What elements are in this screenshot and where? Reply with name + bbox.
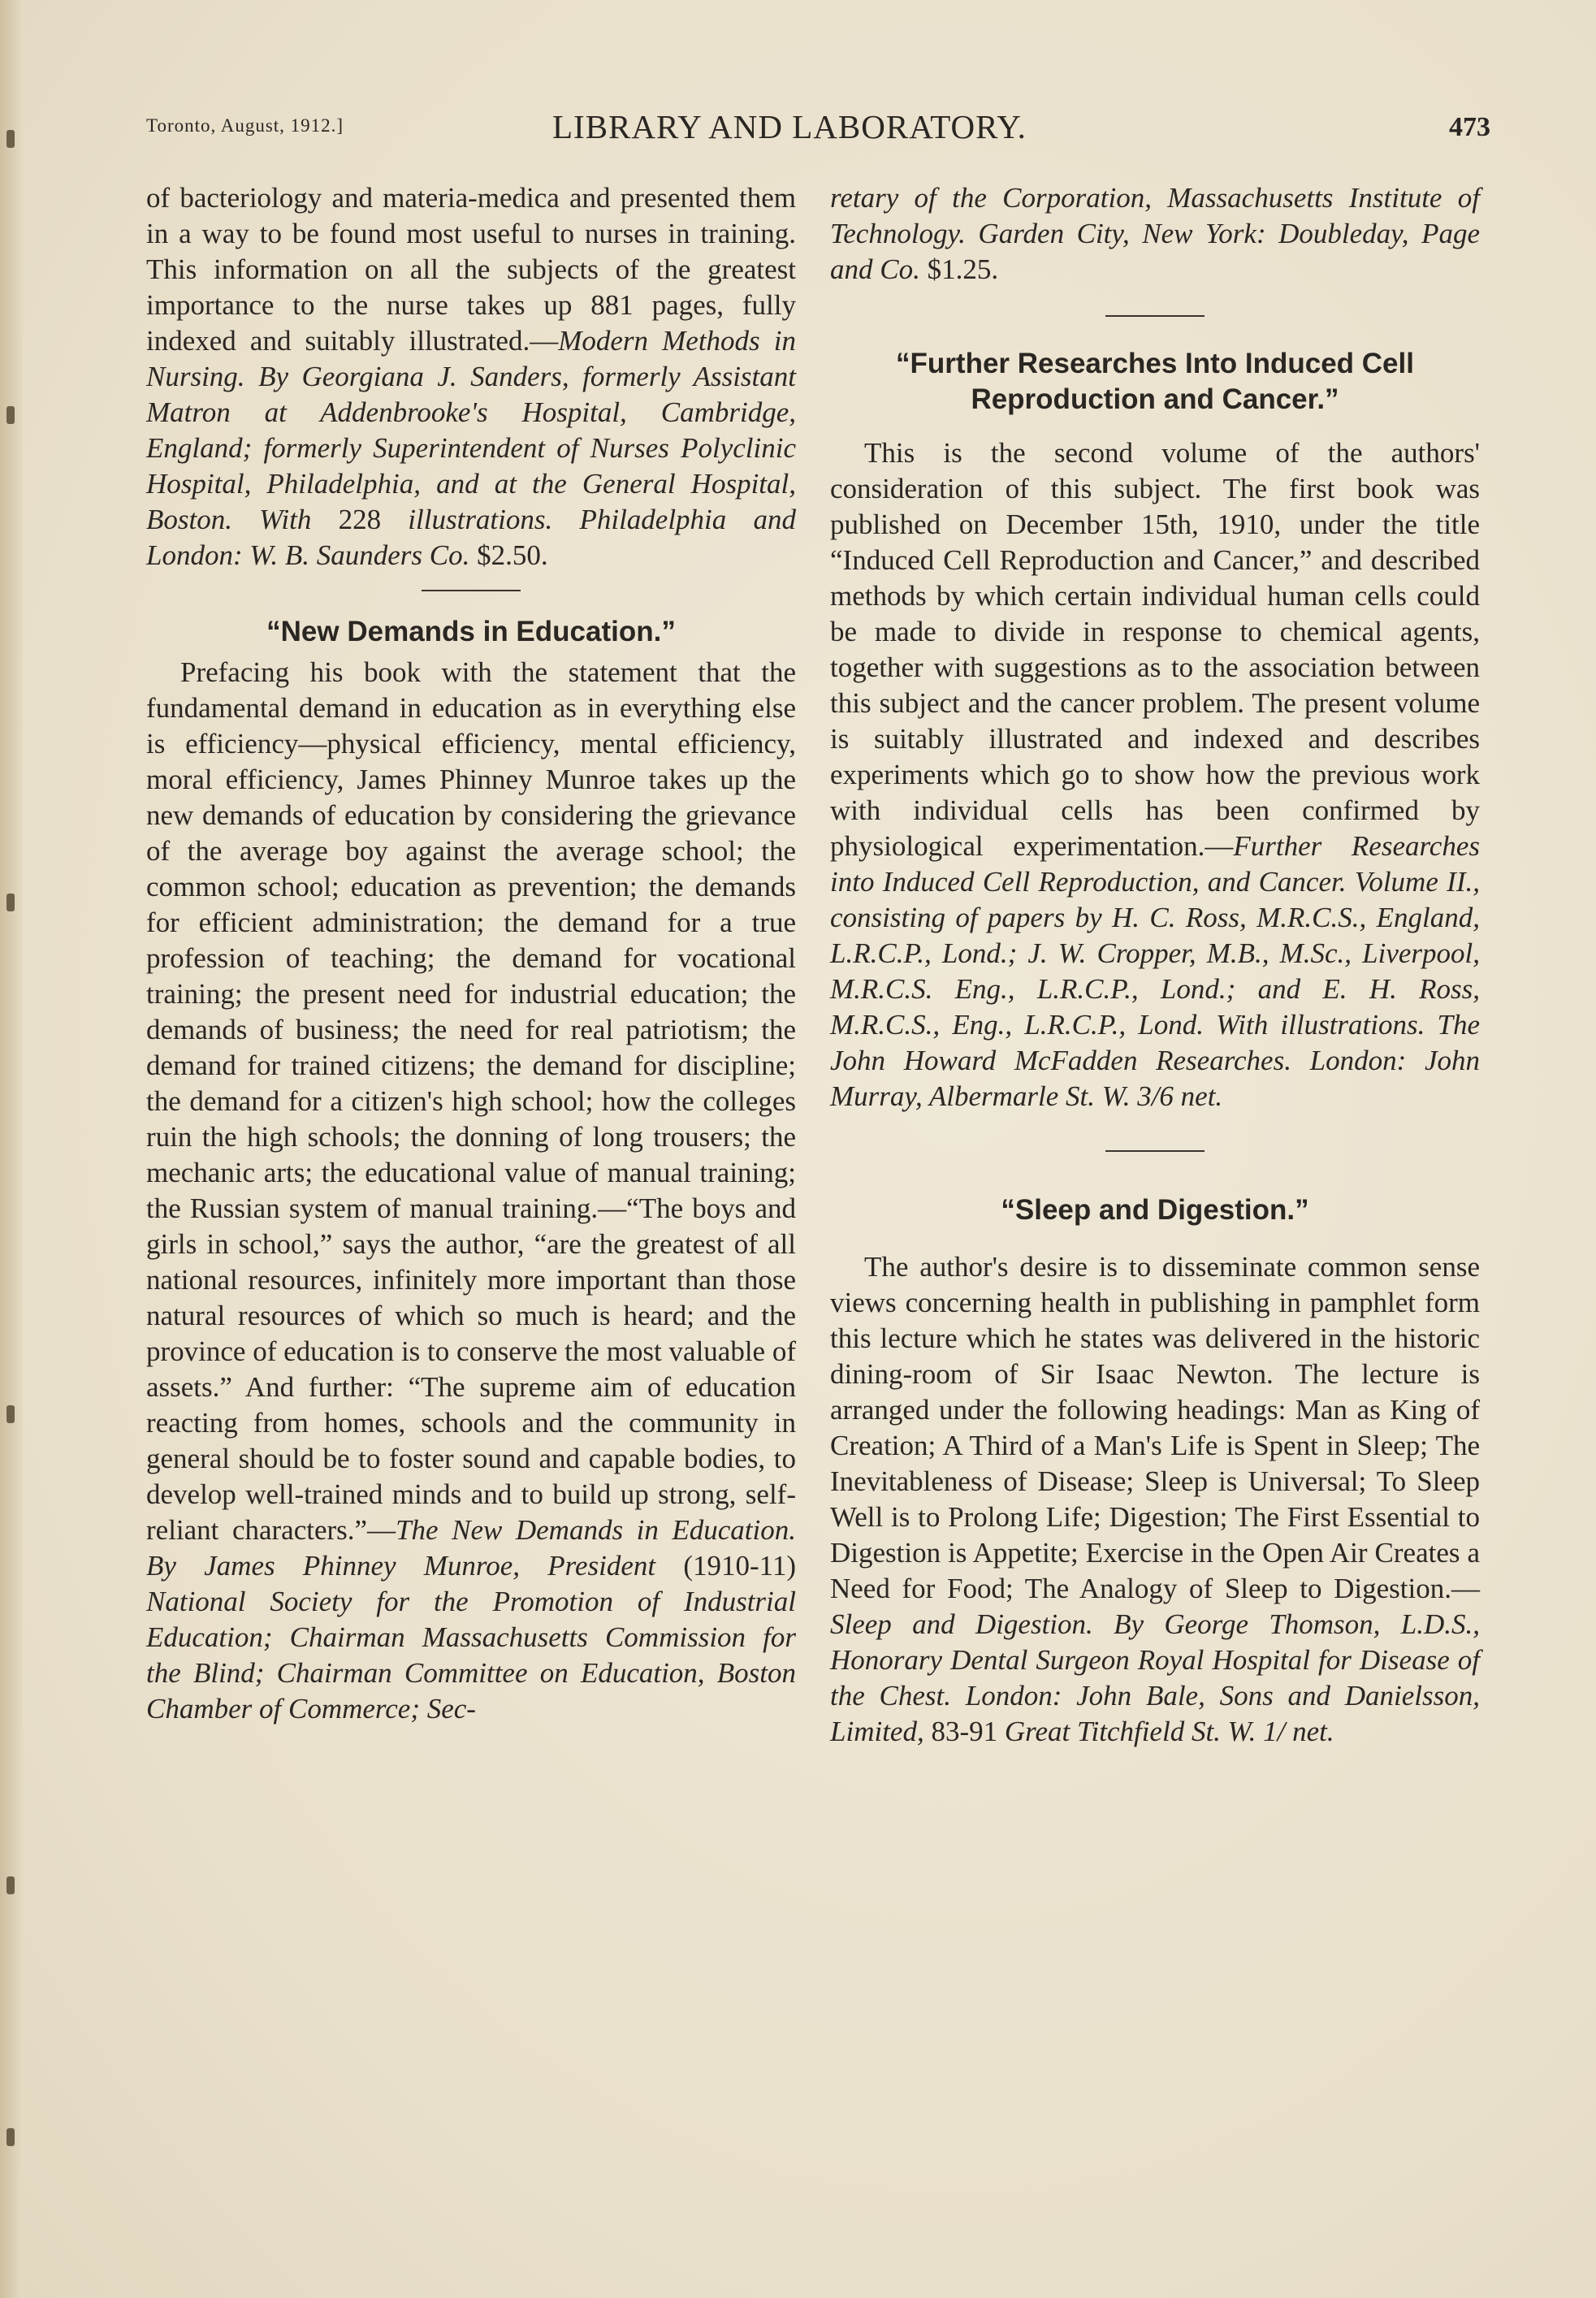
new-demands-years: (1910-11)	[683, 1550, 796, 1582]
intro-illustration-count: 228	[338, 504, 409, 535]
further-researches-price: 3/6 net.	[1137, 1080, 1223, 1112]
further-researches-citation: Further Researches into Induced Cell Reproduction, and Cancer. Volume II., consisting of papers by H. C. Ross, M.R.C.S., England, L.R.C.P., Lond.; J. W. Cropper, M.B., M.Sc., Liverpool, M.R.C.S. Eng., L.R.C.P., Lond.; and E. H. Ross, M.R.C.S., Eng., L.R.C.P., Lond. With illustrations. The John Howard McFadden Researches. London: John Murray, Albermarle St. W.	[830, 830, 1480, 1112]
continuation-price: $1.25.	[927, 253, 999, 285]
binding-tack	[6, 406, 15, 424]
sleep-digestion-paragraph	[830, 1249, 1480, 1750]
section-divider	[1105, 315, 1205, 317]
sleep-digestion-address: 83-91	[931, 1716, 998, 1747]
new-demands-citation-cont: National Society for the Promotion of Industrial Education; Chairman Massachusetts Commission for the Blind; Chairman Committee on Education, Boston Chamber of Commerce; Sec-	[146, 1586, 796, 1725]
section-divider	[1105, 1150, 1205, 1152]
heading-further-researches	[830, 346, 1480, 418]
new-demands-citation: The New Demands in Education. By James Phinney Munroe, President	[146, 1514, 796, 1582]
heading-further-researches-line2: Reproduction and Cancer.”	[971, 383, 1339, 415]
binding-tack	[6, 894, 15, 911]
intro-paragraph	[146, 180, 796, 573]
running-head	[146, 108, 1490, 153]
binding-tack	[6, 130, 15, 148]
continuation-paragraph	[830, 180, 1480, 288]
new-demands-body: Prefacing his book with the statement that the fundamental demand in education as in everything else is efficiency—physical efficiency, mental efficiency, moral efficiency, James Phinney Munroe takes up the new demands of education by considering the grievance of the average boy against the average school; the common school; education as prevention; the demands for efficient administration; the demand for a true profession of teaching; the demand for vocational training; the present need for industrial education; the demands of business; the need for real patriotism; the demand for trained citizens; the demand for discipline; the demand for a citizen's high school; how the colleges ruin the high schools; the donning of long trousers; the mechanic arts; the educational value of manual training; the Russian system of manual training.—“The boys and girls in school,” says the author, “are the greatest of all national resources, infinitely more important than those natural resources of which so much is heard; and the province of education is to conserve the most valuable of assets.” And further: “The supreme aim of education reacting from homes, schools and the community in general should be to foster sound and capable bodies, to develop well-trained minds and to build up strong, self-reliant characters.”—	[146, 656, 796, 1546]
sleep-digestion-citation-cont: Great Titchfield St. W.	[997, 1716, 1264, 1747]
header-place-date: Toronto, August, 1912.]	[146, 115, 344, 136]
intro-citation: Modern Methods in Nursing. By Georgiana J. Sanders, formerly Assistant Matron at Addenbrooke's Hospital, Cambridge, England; formerly Superintendent of Nurses Polyclinic Hospital, Philadelphia, and at the General Hospital, Boston. With	[146, 325, 796, 535]
sleep-digestion-body: The author's desire is to disseminate common sense views concerning health in publishing in pamphlet form this lecture which he states was delivered in the historic dining-room of Sir Isaac Newton. The lecture is arranged under the following headings: Man as King of Creation; A Third of a Man's Life is Spent in Sleep; The Inevitableness of Disease; Sleep is Universal; To Sleep Well is to Prolong Life; Digestion; The First Essential to Digestion is Appetite; Exercise in the Open Air Creates a Need for Food; The Analogy of Sleep to Digestion.—	[830, 1251, 1480, 1604]
right-column	[830, 180, 1480, 1750]
heading-sleep-digestion: “Sleep and Digestion.”	[1001, 1194, 1309, 1226]
new-demands-paragraph	[146, 655, 796, 1727]
heading-further-researches-line1: “Further Researches Into Induced Cell	[896, 348, 1414, 379]
continuation-citation: retary of the Corporation, Massachusetts Institute of Technology. Garden City, New York: Doubleday, Page and Co.	[830, 182, 1480, 285]
binding-tack	[6, 1876, 15, 1894]
intro-citation-publisher: illustrations. Philadelphia and London: W. B. Saunders Co.	[146, 504, 796, 571]
left-column	[146, 180, 796, 1727]
sleep-digestion-price: 1/ net.	[1263, 1716, 1334, 1747]
section-divider	[422, 590, 521, 591]
further-researches-body: This is the second volume of the authors' consideration of this subject. The first book was published on December 15th, 1910, under the title “Induced Cell Reproduction and Cancer,” and described methods by which certain individual human cells could be made to divide in response to chemical agents, together with suggestions as to the association between this subject and the cancer problem. The present volume is suitably illustrated and indexed and describes experiments which go to show how the previous work with individual cells has been confirmed by physiological experimentation.—	[830, 437, 1480, 862]
intro-price: $2.50.	[477, 539, 548, 571]
binding-tack	[6, 2128, 15, 2146]
header-journal-title: LIBRARY AND LABORATORY.	[552, 108, 1027, 145]
binding-tack	[6, 1405, 15, 1423]
intro-text: of bacteriology and materia-medica and presented them in a way to be found most useful to nurses in training. This information on all the subjects of the greatest importance to the nurse takes up 881 pages, fully indexed and suitably illustrated.—	[146, 182, 796, 357]
sleep-digestion-citation: Sleep and Digestion. By George Thomson, L.D.S., Honorary Dental Surgeon Royal Hospital for Disease of the Chest. London: John Bale, Sons and Danielsson, Limited,	[830, 1608, 1480, 1747]
heading-new-demands: “New Demands in Education.”	[266, 616, 676, 647]
header-page-number: 473	[1449, 112, 1490, 142]
further-researches-paragraph	[830, 435, 1480, 1114]
page-binding-edge	[0, 0, 23, 2298]
